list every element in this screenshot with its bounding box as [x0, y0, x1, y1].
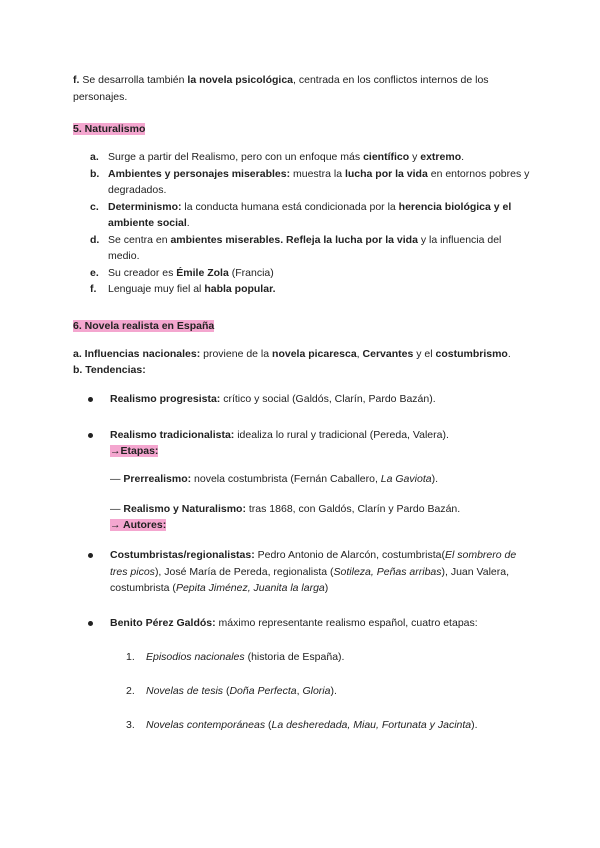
bold: Realismo progresista: [110, 393, 221, 405]
bullet-tradicionalista [88, 427, 533, 444]
item-mark: c. [90, 200, 99, 213]
intro-f-label: f. [73, 74, 80, 86]
list-item [73, 199, 533, 232]
italic: El sombrero de tres picos [110, 549, 517, 578]
italic: Pepita Jiménez, Juanita la larga [175, 582, 325, 594]
bold: →Etapas: [110, 445, 159, 457]
bold: Benito Pérez Galdós: [110, 617, 216, 629]
bold: a. Influencias nacionales: [73, 348, 201, 360]
text: (Francia) [228, 266, 274, 279]
etapa-1 [126, 649, 536, 666]
bold: Determinismo: [108, 200, 182, 213]
bullet-dot [88, 553, 93, 558]
section-6-heading [73, 318, 538, 335]
italic: La desheredada, Miau, Fortunata y Jacinta [271, 719, 472, 731]
text: ). [471, 719, 478, 731]
text: , [296, 685, 303, 697]
text: idealiza lo rural y tradicional (Pereda, Valera). [234, 429, 449, 441]
bold: Realismo y Naturalismo: [123, 503, 246, 515]
bold: Costumbristas/regionalistas: [110, 549, 255, 561]
text: . [461, 151, 465, 163]
text: novela costumbrista (Fernán Caballero, [191, 473, 381, 485]
section-5-title: 5. Naturalismo [73, 123, 146, 135]
bullet-dot [88, 397, 93, 402]
bold: habla popular. [204, 283, 276, 295]
item-mark: e. [90, 266, 99, 279]
text: (historia de España). [244, 651, 345, 663]
bold: Cervantes [362, 348, 414, 360]
text: ). [330, 685, 337, 697]
etapa-2 [126, 683, 536, 700]
bold: científico [363, 151, 410, 163]
italic: Gloria [302, 685, 331, 697]
section-5-heading [73, 121, 538, 138]
text: ), Juan Valera, costumbrista ( [110, 565, 510, 594]
text: Surge a partir del Realismo, pero con un enfoque más [108, 151, 364, 163]
number: 1. [126, 651, 135, 663]
bold: ambientes miserables. [170, 233, 284, 246]
italic: La Gaviota [380, 473, 432, 485]
text: y el [413, 348, 436, 360]
text: y la influencia del medio. [108, 233, 502, 262]
italic: Novelas de tesis [146, 685, 224, 697]
text: máximo representante realismo español, cuatro etapas: [215, 617, 478, 629]
text: ) [324, 582, 329, 594]
number: 3. [126, 719, 135, 731]
section-6-title: 6. Novela realista en España [73, 320, 215, 332]
text: Lenguaje muy fiel al [108, 283, 205, 295]
etapa-3 [126, 717, 536, 734]
text: y [409, 151, 421, 163]
dash: — [110, 503, 121, 515]
bullet-galdos [88, 615, 533, 632]
bold: lucha por la vida [335, 233, 418, 246]
bold: extremo [420, 151, 462, 163]
intro-text-c: , centrada en los conflictos internos de los personajes. [73, 74, 489, 103]
list-item [73, 265, 533, 282]
italic: Episodios nacionales [146, 651, 245, 663]
text: ( [223, 685, 230, 697]
intro-bold: la novela psicológica [187, 74, 294, 86]
influencias-line [73, 346, 538, 363]
text: ( [265, 719, 272, 731]
bullet-dot [88, 433, 93, 438]
text: en entornos pobres y degradados. [108, 167, 530, 196]
list-item [73, 281, 533, 298]
text: ). [431, 473, 439, 485]
text: muestra la [290, 167, 345, 180]
bold: Prerrealismo: [123, 473, 192, 485]
section-5-list [73, 149, 533, 298]
intro-paragraph [73, 72, 538, 105]
item-mark: f. [90, 283, 97, 295]
text: tras 1868, con Galdós, Clarín y Pardo Bazán. [245, 503, 461, 515]
item-mark: d. [90, 233, 100, 246]
text: , [356, 348, 363, 360]
bold: novela picaresca [272, 348, 357, 360]
text: la conducta humana está condicionada por la [181, 200, 399, 213]
text: . [186, 217, 190, 229]
autores-label [110, 517, 540, 534]
tendencias-line [73, 362, 538, 379]
bold: b. Tendencias: [73, 364, 146, 376]
prerrealismo-line [110, 471, 540, 488]
text: ), José María de Pereda, regionalista ( [154, 565, 334, 578]
bold: herencia biológica y el ambiente social [108, 200, 512, 229]
bullet-costumbristas [88, 547, 533, 597]
bold: Realismo tradicionalista: [110, 429, 235, 441]
text: Pedro Antonio de Alarcón, costumbrista( [254, 549, 445, 561]
italic: Sotileza, Peñas arribas [333, 565, 442, 578]
realismo-naturalismo-line [110, 501, 540, 518]
bold: Ambientes y personajes miserables: [108, 167, 291, 180]
dash: — [110, 473, 121, 485]
bullet-dot [88, 621, 93, 626]
italic: Novelas contemporáneas [146, 719, 266, 731]
list-item [73, 149, 533, 166]
item-mark: a. [90, 151, 99, 163]
bold: Refleja la [283, 233, 336, 246]
list-item [73, 166, 533, 199]
bold: lucha por la vida [344, 167, 428, 180]
text: Su creador es [108, 266, 177, 279]
number: 2. [126, 685, 135, 697]
text: crítico y social (Galdós, Clarín, Pardo Bazán). [220, 393, 436, 405]
text: proviene de la [200, 348, 273, 360]
text: . [507, 348, 511, 360]
intro-text-a: Se desarrolla también [82, 74, 188, 86]
text: Se centra en [108, 233, 171, 246]
list-item [73, 232, 533, 265]
bold: → Autores: [110, 519, 167, 531]
italic: Doña Perfecta [229, 685, 297, 697]
bold: Émile Zola [176, 266, 229, 279]
bullet-progresista [88, 391, 533, 408]
item-mark: b. [90, 167, 100, 180]
etapas-label [110, 443, 540, 460]
bold: costumbrismo [435, 348, 508, 360]
